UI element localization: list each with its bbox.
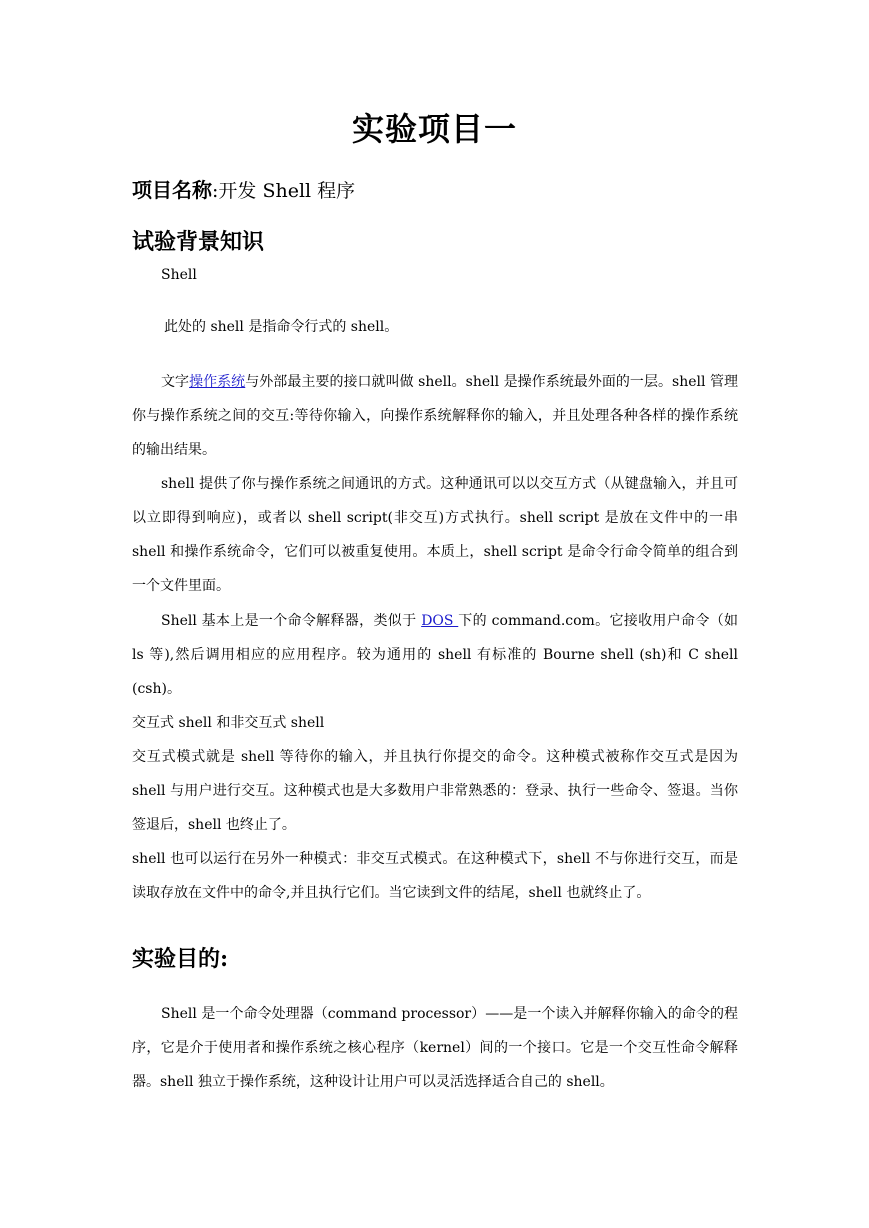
project-name-line (132, 174, 355, 203)
project-name-label: 项目名称 (132, 178, 212, 202)
project-name-value: 开发 Shell 程序 (218, 180, 356, 202)
paragraph-command-interpreter (132, 604, 738, 706)
paragraph-shell-communication: shell 提供了你与操作系统之间通讯的方式。这种通讯可以以交互方式（从键盘输入，并且可以立即得到响应)，或者以 shell script(非交互)方式执行。shell script 是放在文件中的一串 shell 和操作系统命令，它们可以被重复使用。本质上，shell script 是命令行命令简单的组合到一个文件里面。 (132, 476, 738, 594)
dos-link[interactable]: DOS (421, 613, 459, 629)
shell-subheading: Shell (161, 267, 197, 283)
background-heading: 试验背景知识 (132, 229, 265, 255)
paragraph-prefix: 文字 (161, 374, 190, 390)
interactive-heading: 交互式 shell 和非交互式 shell (132, 715, 325, 731)
paragraph-noninteractive-mode: shell 也可以运行在另外一种模式：非交互式模式。在这种模式下，shell 不与你进行交互，而是读取存放在文件中的命令,并且执行它们。当它读到文件的结尾，shell 也就终止了。 (132, 851, 738, 901)
paragraph-prefix: Shell 基本上是一个命令解释器，类似于 (161, 613, 422, 629)
intro-paragraph: 此处的 shell 是指命令行式的 shell。 (164, 319, 399, 335)
paragraph-shell-interface (132, 365, 738, 467)
paragraph-purpose: Shell 是一个命令处理器（command processor）——是一个读入并解释你输入的命令的程序，它是介于使用者和操作系统之核心程序（kernel）间的一个接口。它是一个交互性命令解释器。shell 独立于操作系统，这种设计让用户可以灵活选择适合自己的 shell。 (132, 1006, 738, 1090)
os-link[interactable]: 操作系统 (189, 374, 246, 390)
purpose-heading: 实验目的: (132, 946, 229, 972)
paragraph-rest: 下的 command.com。它接收用户命令（如 ls 等),然后调用相应的应用程序。较为通用的 shell 有标准的 Bourne shell (sh)和 C shell (csh)。 (132, 613, 739, 697)
document-title: 实验项目一 (351, 110, 517, 148)
paragraph-rest: 与外部最主要的接口就叫做 shell。shell 是操作系统最外面的一层。shell 管理你与操作系统之间的交互:等待你输入，向操作系统解释你的输入，并且处理各种各样的操作系统的输出结果。 (132, 374, 739, 458)
paragraph-interactive-mode: 交互式模式就是 shell 等待你的输入，并且执行你提交的命令。这种模式被称作交互式是因为 shell 与用户进行交互。这种模式也是大多数用户非常熟悉的：登录、执行一些命令、签退。当你签退后，shell 也终止了。 (132, 749, 738, 833)
project-name-colon: : (212, 180, 219, 202)
